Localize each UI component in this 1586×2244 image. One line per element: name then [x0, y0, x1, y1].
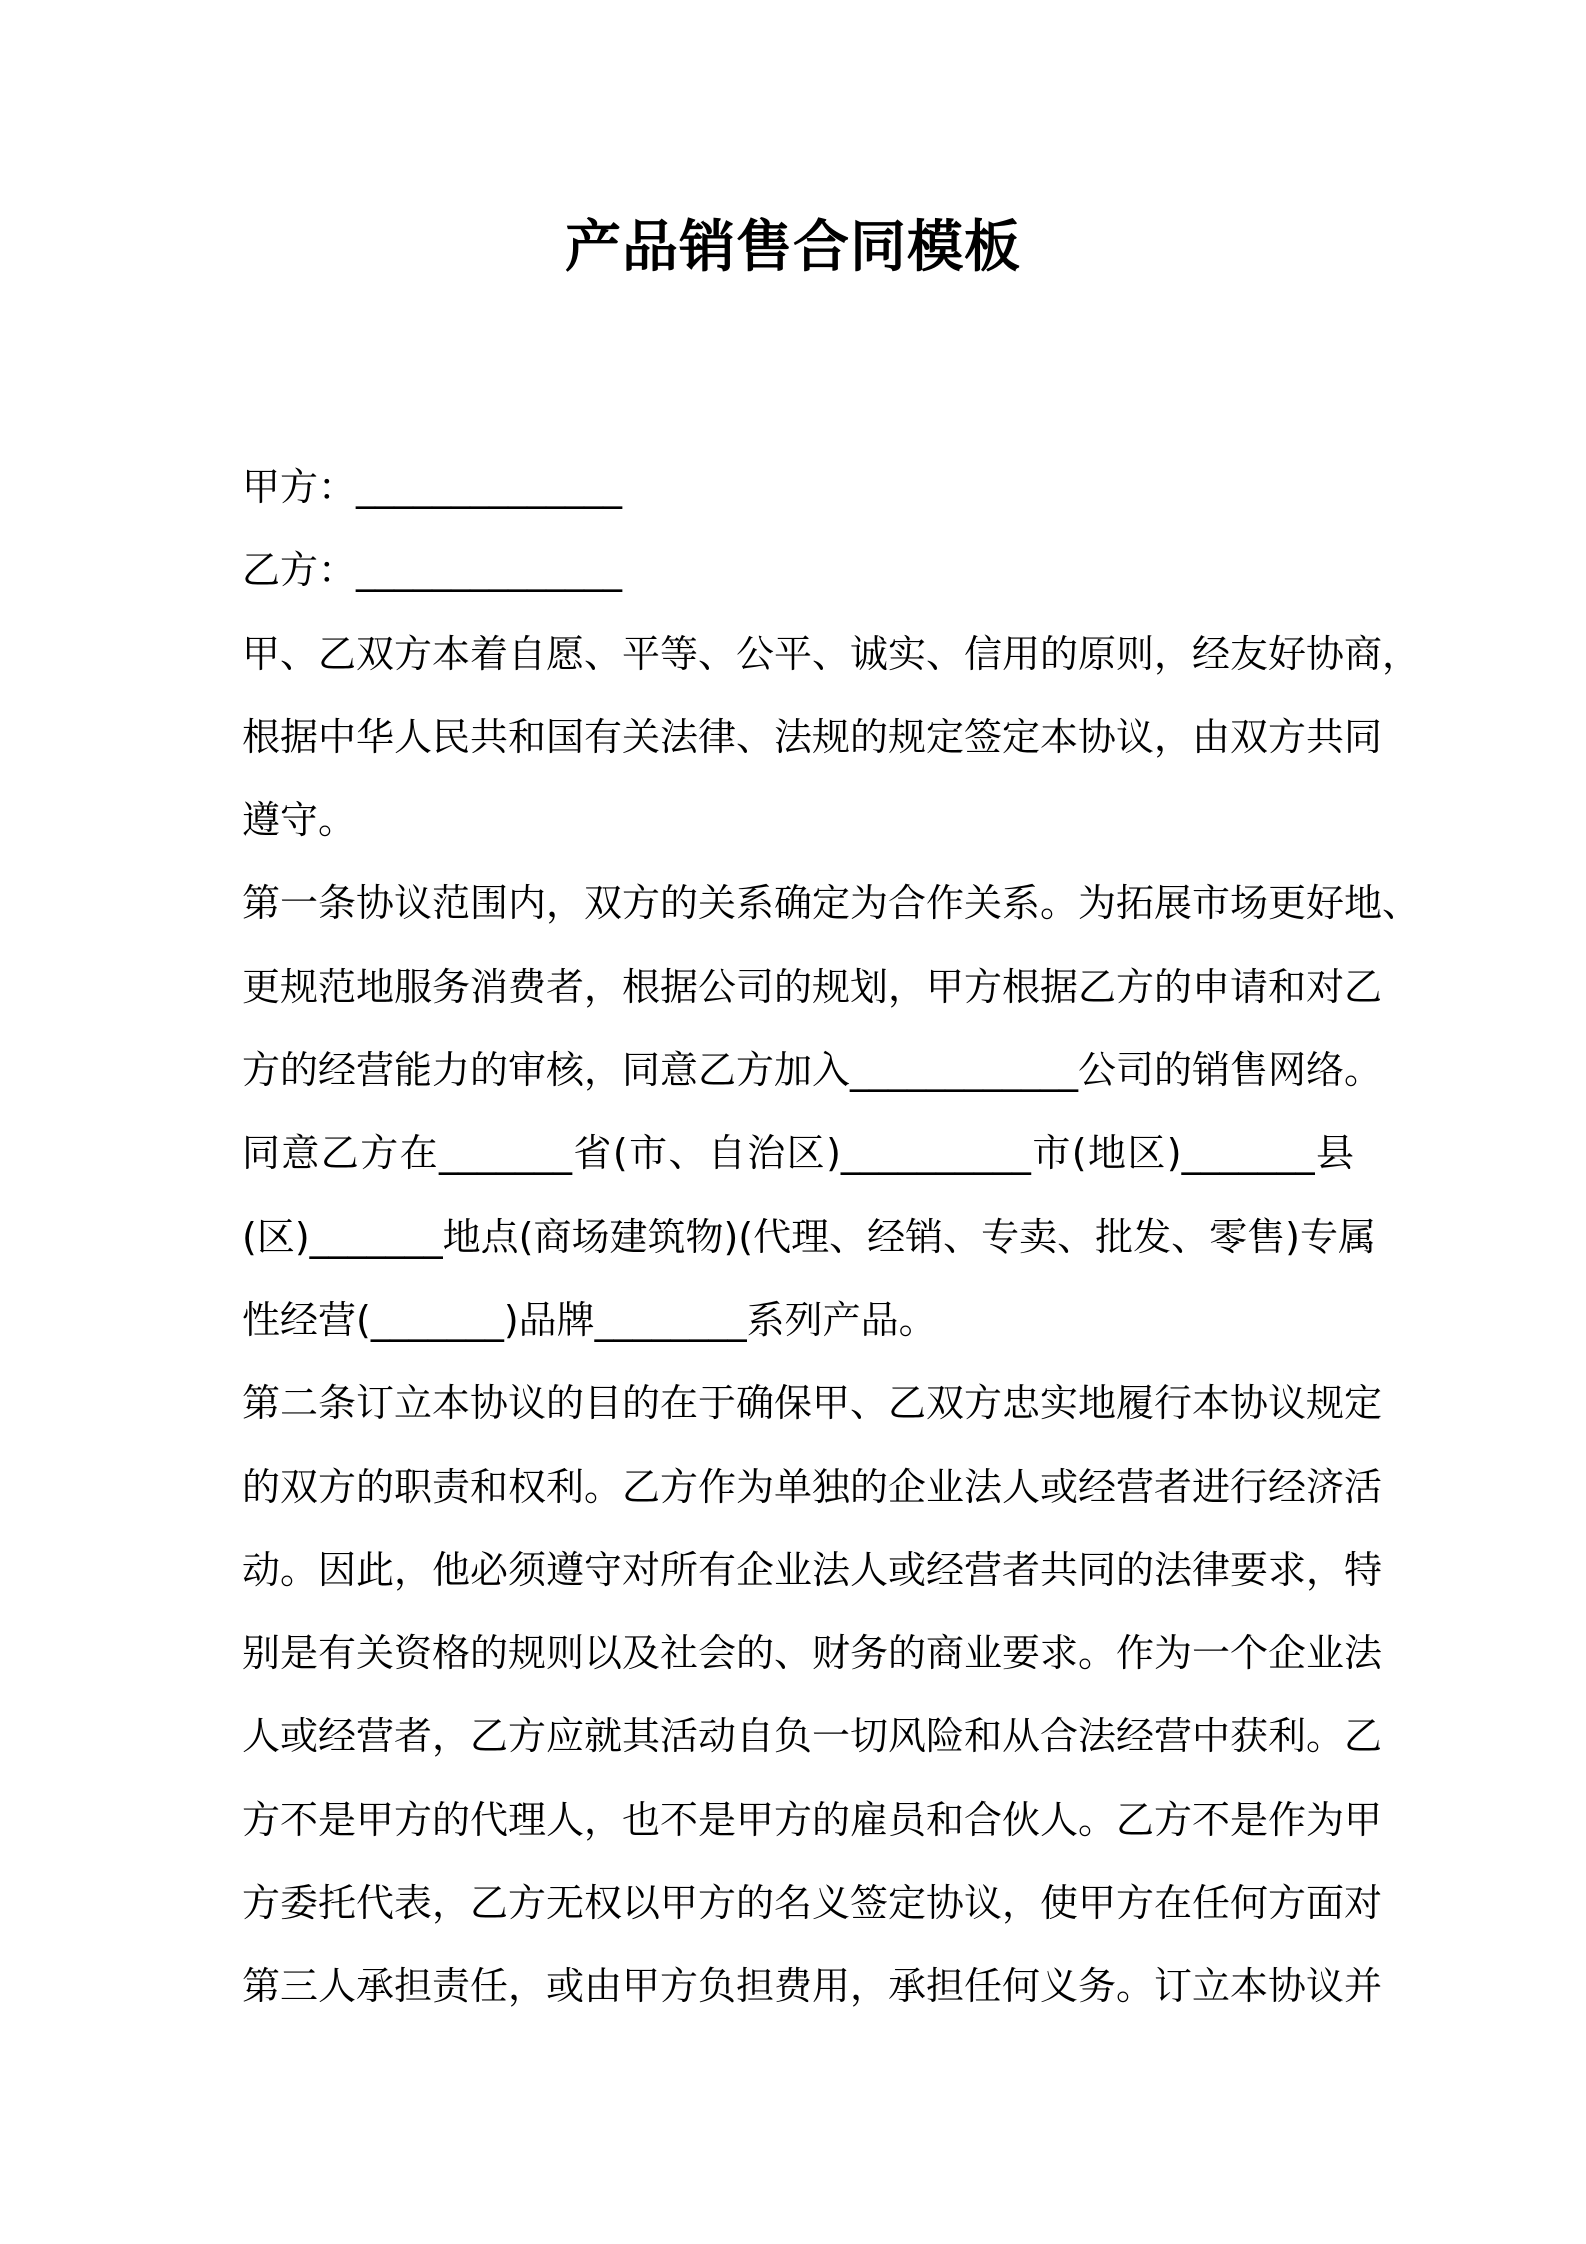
article-1-line: 更规范地服务消费者，根据公司的规划，甲方根据乙方的申请和对乙 — [242, 964, 1383, 1009]
preamble-line: 遵守。 — [242, 798, 357, 843]
party-b-line: 乙方：______________ — [242, 548, 623, 593]
article-2-line: 方不是甲方的代理人，也不是甲方的雇员和合伙人。乙方不是作为甲 — [242, 1797, 1383, 1842]
article-1-line: (区)_______地点(商场建筑物)(代理、经销、专卖、批发、零售)专属 — [242, 1214, 1376, 1259]
article-2-line: 动。因此，他必须遵守对所有企业法人或经营者共同的法律要求，特 — [242, 1547, 1383, 1592]
article-2-line: 别是有关资格的规则以及社会的、财务的商业要求。作为一个企业法 — [242, 1631, 1383, 1676]
article-2-line: 第三人承担责任，或由甲方负担费用，承担任何义务。订立本协议并 — [242, 1964, 1383, 2009]
preamble-line: 甲、乙双方本着自愿、平等、公平、诚实、信用的原则，经友好协商， — [242, 631, 1421, 676]
party-a-line: 甲方：______________ — [242, 465, 623, 509]
contract-body — [242, 446, 1421, 2029]
article-2-line: 的双方的职责和权利。乙方作为单独的企业法人或经营者进行经济活 — [242, 1464, 1383, 1509]
article-1-line: 方的经营能力的审核，同意乙方加入____________公司的销售网络。 — [242, 1048, 1383, 1093]
preamble-line: 根据中华人民共和国有关法律、法规的规定签定本协议，由双方共同 — [242, 714, 1383, 759]
document-title: 产品销售合同模板 — [565, 215, 1021, 280]
article-1-line: 第一条协议范围内，双方的关系确定为合作关系。为拓展市场更好地、 — [242, 881, 1421, 926]
article-1-line: 性经营(_______)品牌________系列产品。 — [242, 1297, 937, 1342]
article-2-line: 第二条订立本协议的目的在于确保甲、乙双方忠实地履行本协议规定 — [242, 1381, 1383, 1426]
article-2-line: 人或经营者，乙方应就其活动自负一切风险和从合法经营中获利。乙 — [242, 1714, 1383, 1759]
article-1-line: 同意乙方在_______省(市、自治区)__________市(地区)_______县 — [242, 1131, 1354, 1176]
article-2-line: 方委托代表，乙方无权以甲方的名义签定协议，使甲方在任何方面对 — [242, 1881, 1383, 1926]
